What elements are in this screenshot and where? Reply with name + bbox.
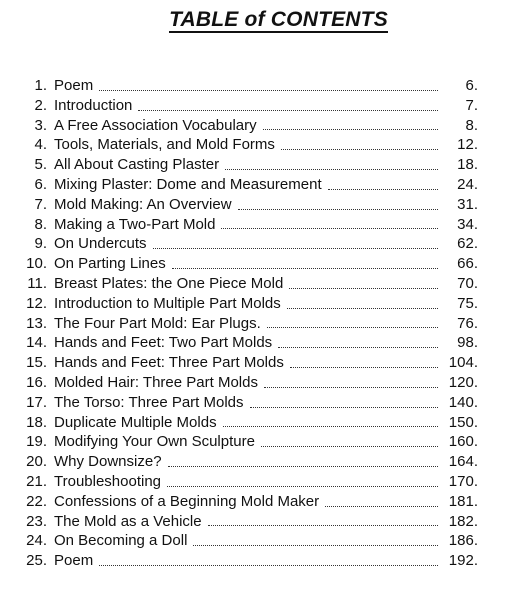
toc-entry-title: The Torso: Three Part Molds [54,393,244,411]
toc-entry-number: 8. [34,215,47,233]
toc-entry [20,294,478,314]
toc-entry [20,531,478,551]
toc-entry [20,274,478,294]
dot-leader [263,128,438,130]
toc-entry-number: 21. [26,472,47,490]
toc-entry-title: Confessions of a Beginning Mold Maker [54,492,320,510]
toc-entry-title: A Free Association Vocabulary [54,116,257,134]
toc-entry-page-number: 170. [448,472,478,490]
toc-entry [20,373,478,393]
dot-leader [153,247,438,249]
dot-leader [267,326,438,328]
dot-leader [167,485,438,487]
toc-entry [20,492,478,512]
toc-entry-page-number: 182. [448,512,478,530]
toc-entry-number: 14. [26,334,47,352]
toc-entry-title: Mixing Plaster: Dome and Measurement [54,175,322,193]
toc-entry-title: Why Downsize? [54,453,162,471]
toc-entry-number: 11. [27,274,47,292]
toc-entry [20,116,478,136]
toc-entry-number: 16. [26,373,47,391]
toc-entry-number: 22. [26,492,47,510]
toc-entry-page-number: 34. [457,215,478,233]
toc-entry-title: On Undercuts [54,235,147,253]
toc-entry-title: Breast Plates: the One Piece Mold [54,274,284,292]
dot-leader [221,227,438,229]
toc-entry-page-number: 140. [448,393,478,411]
toc-entry-number: 6. [34,175,47,193]
toc-entry [20,452,478,472]
table-of-contents-list [20,76,478,571]
toc-entry-title: Duplicate Multiple Molds [54,413,217,431]
toc-entry-number: 15. [26,354,47,372]
toc-entry-number: 3. [34,116,47,134]
toc-entry-page-number: 192. [448,552,478,570]
toc-entry-page-number: 31. [457,195,478,213]
toc-entry [20,393,478,413]
dot-leader [138,109,438,111]
dot-leader [290,366,438,368]
toc-entry-page-number: 181. [448,492,478,510]
toc-entry-page-number: 98. [457,334,478,352]
page-title [0,8,511,32]
toc-entry-title: Introduction to Multiple Part Molds [54,294,281,312]
toc-entry-page-number: 62. [457,235,478,253]
toc-entry [20,472,478,492]
toc-entry-page-number: 8. [465,116,478,134]
toc-entry [20,135,478,155]
toc-entry-title: Tools, Materials, and Mold Forms [54,136,275,154]
toc-entry-page-number: 6. [465,77,478,94]
toc-entry [20,215,478,235]
dot-leader [99,89,438,91]
toc-entry [20,333,478,353]
dot-leader [208,524,438,526]
toc-entry-title: Hands and Feet: Three Part Molds [54,354,284,372]
toc-entry-number: 17. [26,393,47,411]
toc-entry [20,76,478,96]
toc-entry-title: Making a Two-Part Mold [54,215,216,233]
toc-entry-number: 1. [34,77,47,94]
toc-entry-number: 7. [34,195,47,213]
toc-entry [20,512,478,532]
toc-entry-page-number: 160. [448,433,478,451]
toc-entry-page-number: 164. [448,453,478,471]
toc-entry [20,155,478,175]
dot-leader [193,544,438,546]
toc-entry-number: 12. [26,294,47,312]
dot-leader [264,386,438,388]
dot-leader [250,406,438,408]
page-title-text: TABLE of CONTENTS [169,8,388,31]
toc-entry-title: On Becoming a Doll [54,532,188,550]
dot-leader [289,287,438,289]
toc-entry-number: 19. [26,433,47,451]
toc-entry-title: Hands and Feet: Two Part Molds [54,334,273,352]
toc-entry-title: All About Casting Plaster [54,156,220,174]
toc-entry [20,432,478,452]
toc-entry-page-number: 70. [457,274,478,292]
toc-entry-title: Poem [54,552,94,570]
toc-entry-title: Molded Hair: Three Part Molds [54,373,258,391]
toc-entry [20,314,478,334]
toc-entry-number: 13. [26,314,47,332]
toc-entry-page-number: 7. [465,96,478,114]
toc-entry-page-number: 150. [448,413,478,431]
toc-entry-number: 5. [34,156,47,174]
dot-leader [99,564,438,566]
toc-entry-title: Introduction [54,96,133,114]
toc-entry [20,175,478,195]
toc-entry-number: 9. [34,235,47,253]
toc-entry-title: The Mold as a Vehicle [54,512,202,530]
toc-entry-page-number: 104. [448,354,478,372]
dot-leader [287,307,438,309]
toc-entry-title: The Four Part Mold: Ear Plugs. [54,314,261,332]
dot-leader [223,425,438,427]
toc-entry-number: 10. [26,255,47,273]
dot-leader [325,505,438,507]
toc-entry-title: Poem [54,77,94,94]
toc-entry-number: 4. [34,136,47,154]
toc-entry-title: Modifying Your Own Sculpture [54,433,255,451]
toc-entry-page-number: 186. [448,532,478,550]
toc-entry-page-number: 66. [457,255,478,273]
toc-entry-page-number: 76. [457,314,478,332]
toc-entry-page-number: 75. [457,294,478,312]
toc-entry-number: 18. [26,413,47,431]
dot-leader [168,465,438,467]
toc-entry [20,234,478,254]
toc-entry-page-number: 24. [457,175,478,193]
toc-entry-title: On Parting Lines [54,255,166,273]
toc-entry-page-number: 12. [457,136,478,154]
toc-entry-title: Troubleshooting [54,472,162,490]
toc-entry-number: 23. [26,512,47,530]
toc-entry-number: 20. [26,453,47,471]
dot-leader [172,267,438,269]
toc-entry-page-number: 120. [448,373,478,391]
toc-entry [20,413,478,433]
dot-leader [281,148,438,150]
dot-leader [261,445,438,447]
toc-entry-number: 24. [26,532,47,550]
toc-entry-title: Mold Making: An Overview [54,195,232,213]
toc-entry [20,353,478,373]
dot-leader [328,188,438,190]
toc-entry-page-number: 18. [457,156,478,174]
toc-entry [20,254,478,274]
toc-entry [20,195,478,215]
dot-leader [238,208,438,210]
toc-entry-number: 2. [34,96,47,114]
dot-leader [225,168,438,170]
dot-leader [278,346,438,348]
toc-entry [20,96,478,116]
toc-entry-number: 25. [26,552,47,570]
toc-entry [20,551,478,571]
